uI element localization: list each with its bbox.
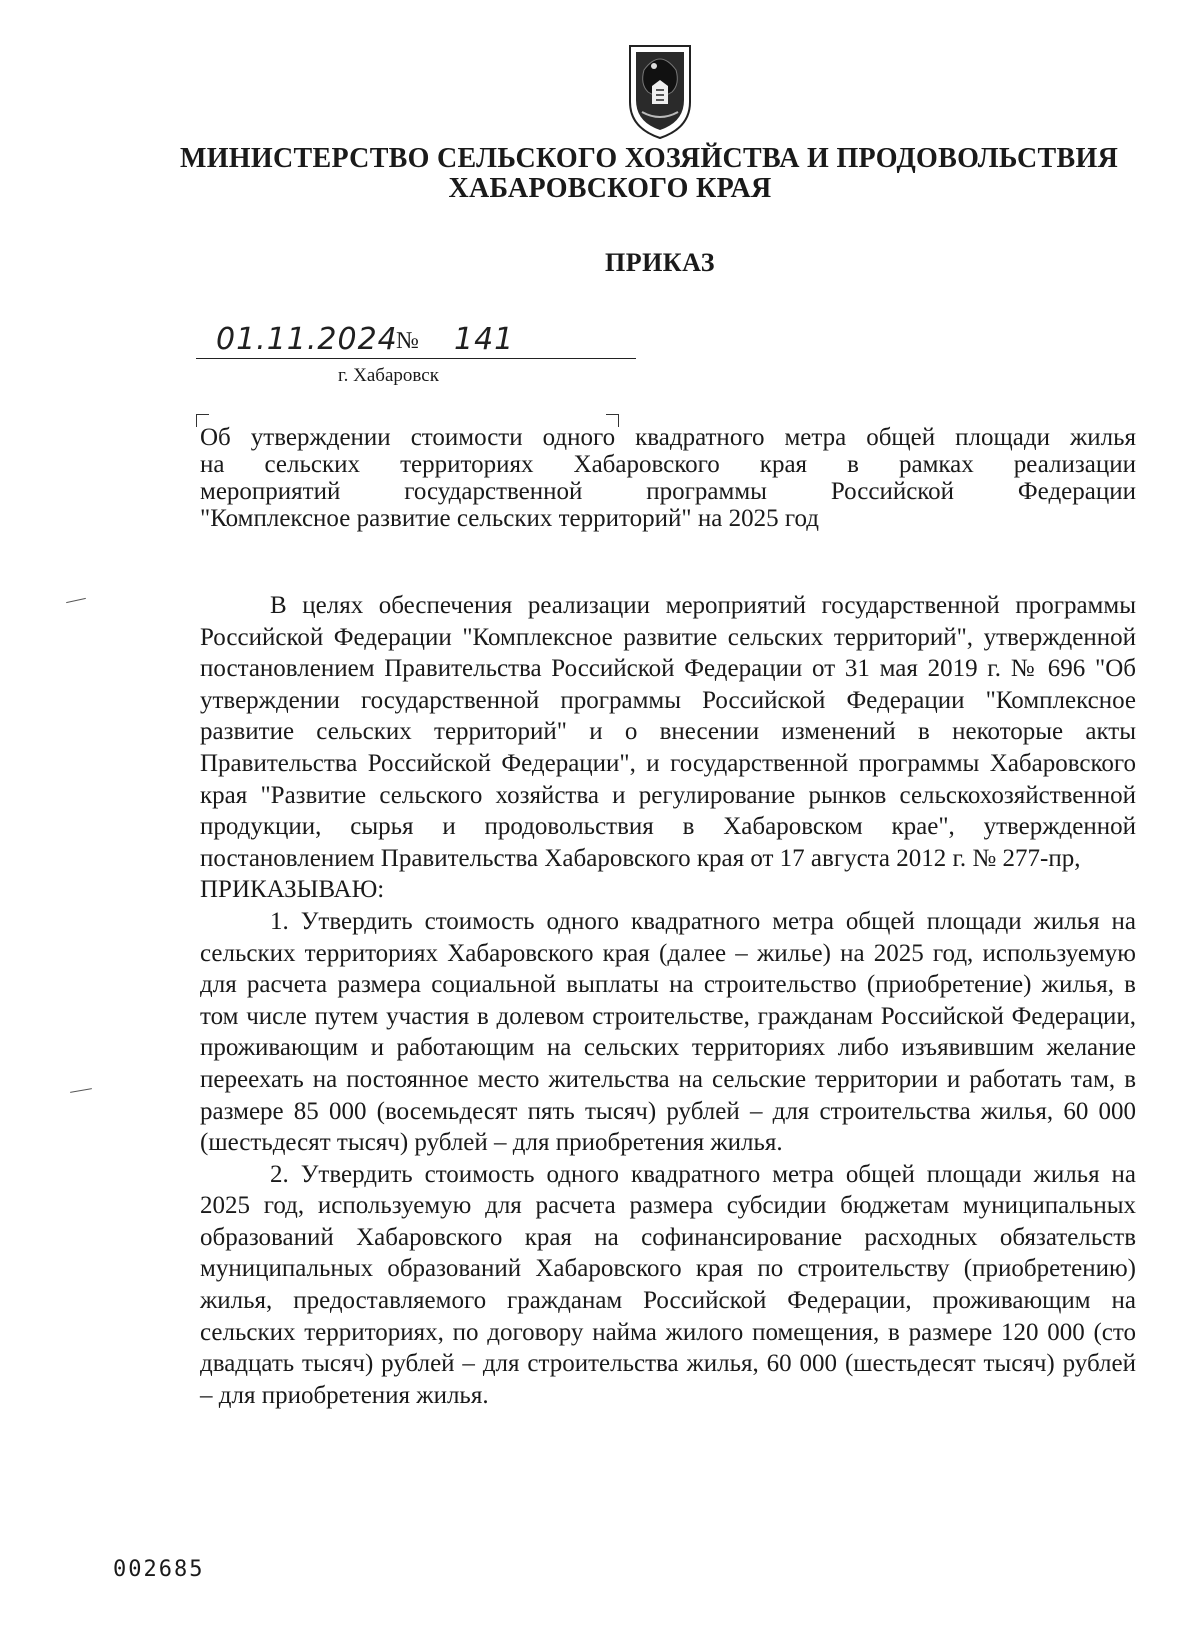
underline-rule [196, 358, 636, 359]
order-item-1: 1. Утвердить стоимость одного квадратного метра общей площади жилья на сельских территориях Хабаровского края (далее – жилье) на 2025 год, используемую для расчета размера социальной выплаты на строительство (приобретение) жилья, в том числе путем участия в долевом строительстве, гражданам Российской Федерации, проживающим и работающим на сельских территориях либо изъявившим желание переехать на постоянное место жительства на сельские территории и работать там, в размере 85 000 (восемьдесят пять тысяч) рублей – для строительства жилья, 60 000 (шестьдесят тысяч) рублей – для приобретения жилья. [200, 907, 1136, 1157]
order-item-2: 2. Утвердить стоимость одного квадратного метра общей площади жилья на 2025 год, используемую для расчета размера субсидии бюджетам муниципальных образований Хабаровского края на софинансирование расходных обязательств муниципальных образований Хабаровского края по строительству (приобретению) жилья, предоставляемого гражданам Российской Федерации, проживающим на сельских территориях, по договору найма жилого помещения, в размере 120 000 (сто двадцать тысяч) рублей – для строительства жилья, 60 000 (шестьдесят тысяч) рублей – для приобретения жилья. [200, 1160, 1136, 1409]
order-subject [200, 424, 1136, 532]
subject-line: Об утверждении стоимости одного квадратного метра общей площади жилья [200, 424, 1136, 451]
coat-of-arms-icon [624, 40, 696, 142]
registration-line [196, 322, 636, 362]
subject-line: "Комплексное развитие сельских территорий" на 2025 год [200, 505, 819, 532]
number-sign: № [396, 328, 419, 354]
preamble-paragraph: В целях обеспечения реализации мероприятий государственной программы Российской Федерации "Комплексное развитие сельских территорий", утвержденной постановлением Правительства Российской Федерации от 31 мая 2019 г. № 696 "Об утверждении государственной программы Российской Федерации "Комплексное развитие сельских территорий" и о внесении изменений в некоторые акты Правительства Российской Федерации", и государственной программы Хабаровского края "Развитие сельского хозяйства и регулирование рынков сельскохозяйственной продукции, сырья и продовольствия в Хабаровском крае", утвержденной постановлением Правительства Хабаровского края от 17 августа 2012 г. № 277-пр, [200, 592, 1136, 872]
order-body [200, 590, 1136, 1411]
order-date: 01.11.2024 [216, 322, 398, 357]
ministry-line-2: ХАБАРОВСКОГО КРАЯ [448, 173, 772, 204]
scan-artifact [66, 598, 86, 603]
city-name: г. Хабаровск [338, 365, 439, 386]
subject-line: мероприятий государственной программы Российской Федерации [200, 478, 1136, 505]
subject-line: на сельских территориях Хабаровского края в рамках реализации [200, 451, 1136, 478]
order-word: ПРИКАЗЫВАЮ: [200, 876, 385, 904]
ministry-name [180, 143, 1119, 204]
order-number: 141 [454, 322, 515, 357]
document-code: 002685 [113, 1557, 205, 1582]
document-type: ПРИКАЗ [604, 248, 716, 277]
ministry-line-1: МИНИСТЕРСТВО СЕЛЬСКОГО ХОЗЯЙСТВА И ПРОДОВОЛЬСТВИЯ [180, 143, 1119, 174]
scan-artifact [70, 1088, 92, 1093]
